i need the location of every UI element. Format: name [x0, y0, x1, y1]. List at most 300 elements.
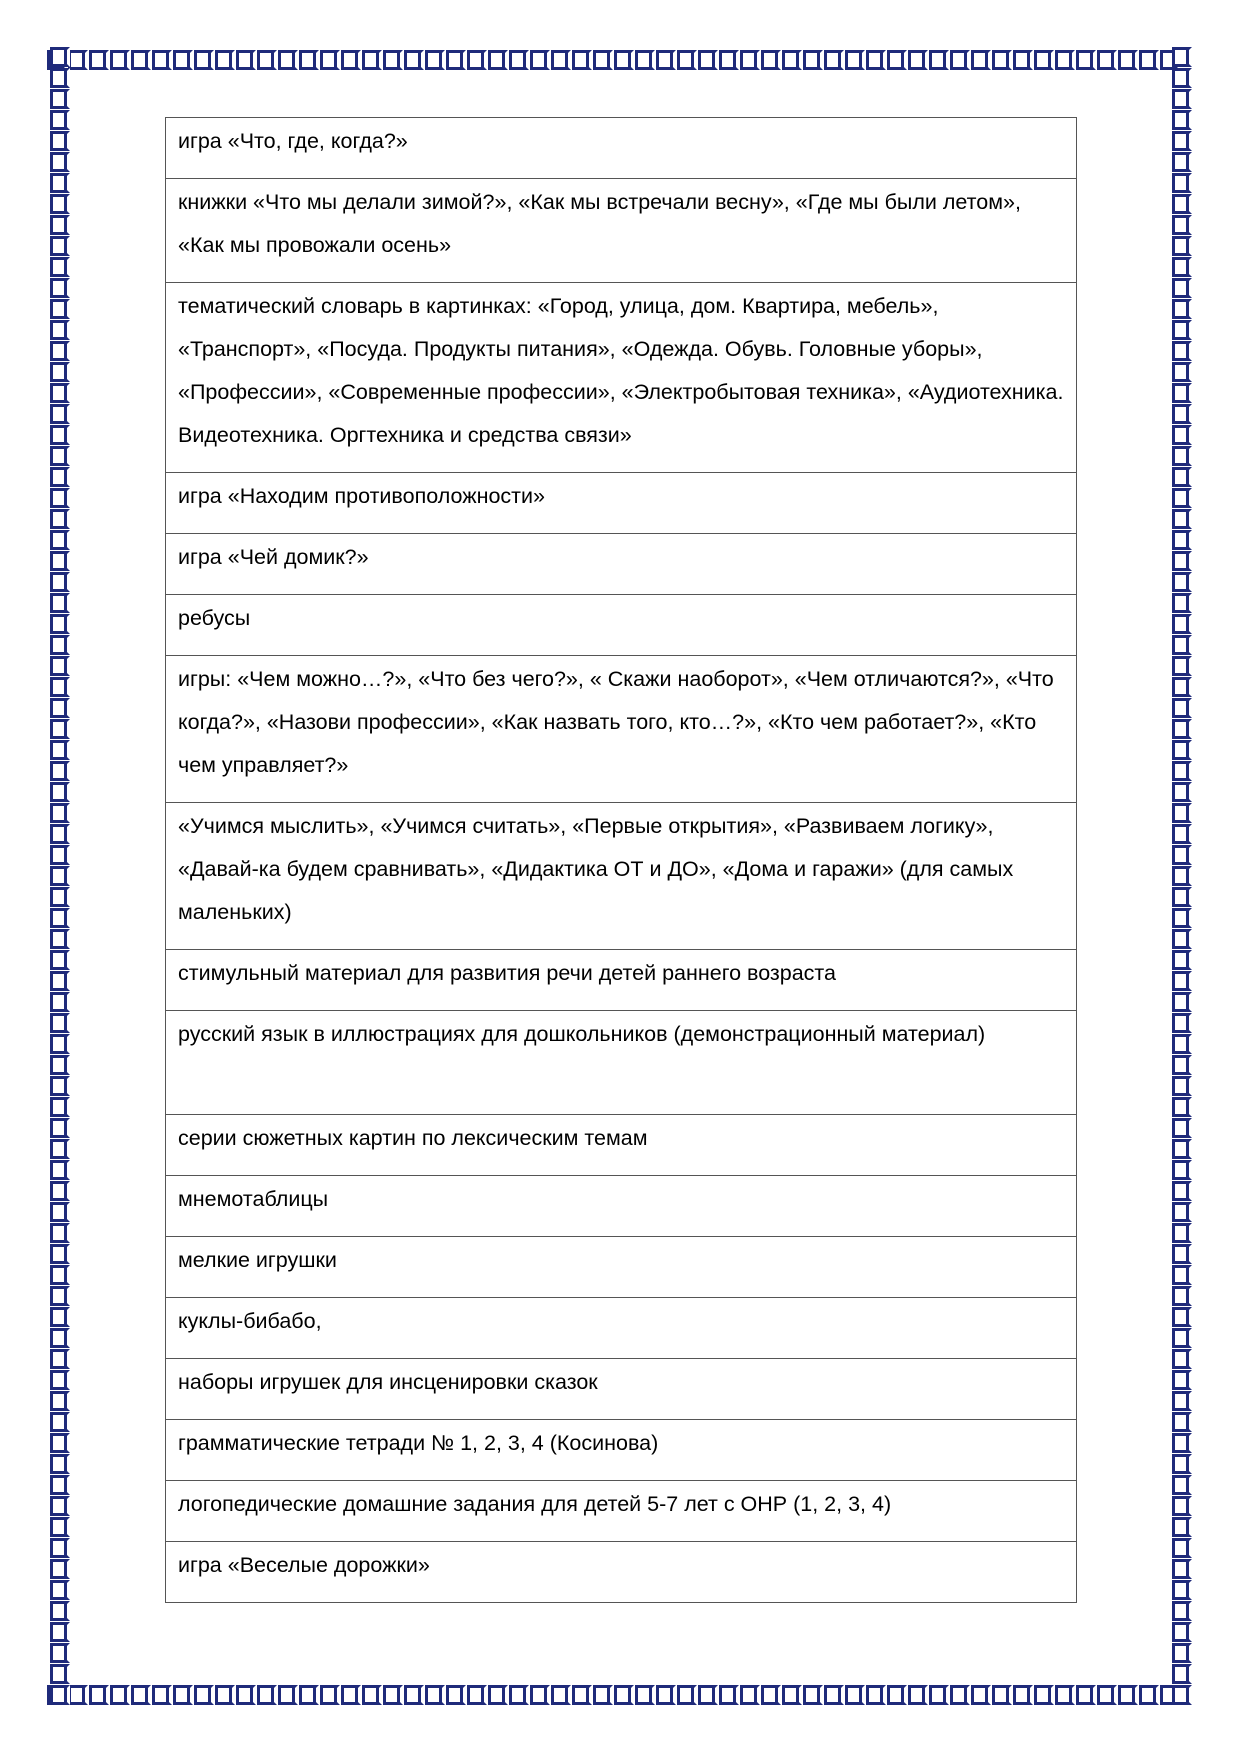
border-square: [1172, 1664, 1192, 1684]
border-square: [50, 551, 70, 571]
border-square: [1076, 50, 1096, 70]
border-square: [1172, 110, 1192, 130]
border-square: [50, 1097, 70, 1117]
border-square: [50, 719, 70, 739]
border-square: [50, 656, 70, 676]
border-square: [1172, 593, 1192, 613]
border-square: [50, 1328, 70, 1348]
border-square: [50, 467, 70, 487]
border-square: [1172, 89, 1192, 109]
border-square: [1172, 824, 1192, 844]
border-square: [215, 1685, 235, 1705]
table-cell: серии сюжетных картин по лексическим темам: [166, 1115, 1077, 1176]
border-square: [1172, 1622, 1192, 1642]
border-square: [845, 50, 865, 70]
border-bottom: [47, 1682, 1195, 1708]
border-square: [1172, 1307, 1192, 1327]
border-square: [1118, 50, 1138, 70]
border-square: [50, 1622, 70, 1642]
border-square: [1172, 908, 1192, 928]
border-square: [1172, 341, 1192, 361]
border-square: [50, 383, 70, 403]
border-square: [50, 761, 70, 781]
border-square: [803, 1685, 823, 1705]
table-cell: игра «Чей домик?»: [166, 534, 1077, 595]
border-square: [929, 1685, 949, 1705]
border-square: [530, 1685, 550, 1705]
border-square: [1172, 1034, 1192, 1054]
border-square: [1172, 1202, 1192, 1222]
border-square: [1172, 131, 1192, 151]
border-square: [1118, 1685, 1138, 1705]
border-square: [320, 50, 340, 70]
border-square: [1172, 362, 1192, 382]
border-square: [740, 1685, 760, 1705]
border-square: [50, 950, 70, 970]
border-square: [1055, 1685, 1075, 1705]
border-square: [1172, 1538, 1192, 1558]
border-square: [1172, 614, 1192, 634]
border-right: [1169, 47, 1195, 1708]
table-cell: ребусы: [166, 595, 1077, 656]
border-square: [50, 1076, 70, 1096]
border-square: [761, 1685, 781, 1705]
border-square: [1172, 845, 1192, 865]
border-square: [50, 530, 70, 550]
border-square: [551, 1685, 571, 1705]
border-square: [1172, 572, 1192, 592]
border-square: [50, 1433, 70, 1453]
border-square: [551, 50, 571, 70]
border-square: [50, 740, 70, 760]
border-square: [173, 50, 193, 70]
border-square: [1172, 992, 1192, 1012]
border-square: [1172, 1475, 1192, 1495]
border-square: [971, 50, 991, 70]
border-square: [50, 1202, 70, 1222]
border-square: [50, 278, 70, 298]
border-square: [50, 257, 70, 277]
table-row: [166, 1481, 1077, 1542]
border-square: [215, 50, 235, 70]
border-square: [1172, 740, 1192, 760]
table-cell: игра «Что, где, когда?»: [166, 118, 1077, 179]
border-square: [845, 1685, 865, 1705]
border-square: [950, 1685, 970, 1705]
border-square: [1172, 152, 1192, 172]
border-square: [341, 1685, 361, 1705]
border-square: [1172, 1055, 1192, 1075]
border-square: [1055, 50, 1075, 70]
border-square: [1172, 1496, 1192, 1516]
border-square: [1172, 551, 1192, 571]
border-square: [1034, 1685, 1054, 1705]
border-square: [677, 50, 697, 70]
border-square: [929, 50, 949, 70]
border-square: [1034, 50, 1054, 70]
border-square: [1172, 1286, 1192, 1306]
border-square: [992, 50, 1012, 70]
border-square: [971, 1685, 991, 1705]
border-square: [404, 50, 424, 70]
border-square: [50, 887, 70, 907]
materials-table: [165, 117, 1077, 1603]
border-square: [50, 1055, 70, 1075]
border-square: [50, 971, 70, 991]
border-square: [446, 50, 466, 70]
border-square: [50, 236, 70, 256]
border-square: [446, 1685, 466, 1705]
border-square: [1172, 971, 1192, 991]
border-square: [1172, 1223, 1192, 1243]
table-row: [166, 803, 1077, 950]
border-square: [782, 1685, 802, 1705]
table-row: [166, 1542, 1077, 1603]
border-square: [50, 1517, 70, 1537]
border-square: [50, 1034, 70, 1054]
border-square: [152, 1685, 172, 1705]
border-square: [50, 1412, 70, 1432]
border-square: [50, 593, 70, 613]
border-square: [341, 50, 361, 70]
border-square: [50, 572, 70, 592]
border-square: [152, 50, 172, 70]
border-square: [173, 1685, 193, 1705]
border-square: [1097, 50, 1117, 70]
border-square: [1172, 320, 1192, 340]
border-square: [50, 488, 70, 508]
border-square: [50, 803, 70, 823]
border-square: [908, 1685, 928, 1705]
table-row: [166, 118, 1077, 179]
border-square: [50, 341, 70, 361]
border-square: [1172, 446, 1192, 466]
border-square: [509, 1685, 529, 1705]
border-square: [1172, 530, 1192, 550]
border-square: [614, 50, 634, 70]
border-square: [593, 1685, 613, 1705]
border-square: [131, 1685, 151, 1705]
border-square: [866, 50, 886, 70]
border-square: [299, 50, 319, 70]
border-square: [782, 50, 802, 70]
border-square: [131, 50, 151, 70]
border-square: [1172, 1370, 1192, 1390]
border-square: [1172, 1643, 1192, 1663]
border-square: [425, 50, 445, 70]
border-square: [50, 1244, 70, 1264]
border-square: [1172, 1097, 1192, 1117]
border-square: [1172, 1349, 1192, 1369]
border-square: [1172, 509, 1192, 529]
border-square: [50, 446, 70, 466]
border-square: [467, 1685, 487, 1705]
border-square: [992, 1685, 1012, 1705]
border-square: [719, 50, 739, 70]
table-row: [166, 1298, 1077, 1359]
border-square: [50, 131, 70, 151]
border-square: [89, 1685, 109, 1705]
border-square: [50, 1538, 70, 1558]
border-square: [1172, 1013, 1192, 1033]
border-square: [1013, 50, 1033, 70]
border-square: [1076, 1685, 1096, 1705]
border-square: [50, 908, 70, 928]
border-square: [1172, 404, 1192, 424]
border-square: [950, 50, 970, 70]
border-square: [656, 1685, 676, 1705]
table-row: [166, 1176, 1077, 1237]
border-square: [50, 1580, 70, 1600]
table-cell: мнемотаблицы: [166, 1176, 1077, 1237]
border-square: [1172, 1454, 1192, 1474]
border-square: [50, 1496, 70, 1516]
border-square: [1172, 1328, 1192, 1348]
border-square: [50, 89, 70, 109]
border-square: [1172, 761, 1192, 781]
border-square: [698, 1685, 718, 1705]
border-square: [1172, 698, 1192, 718]
border-square: [50, 173, 70, 193]
border-square: [404, 1685, 424, 1705]
border-square: [1172, 173, 1192, 193]
border-square: [50, 425, 70, 445]
table-cell: русский язык в иллюстрациях для дошкольников (демонстрационный материал): [166, 1011, 1077, 1115]
border-square: [1139, 1685, 1159, 1705]
border-square: [194, 1685, 214, 1705]
border-square: [50, 1307, 70, 1327]
table-cell: книжки «Что мы делали зимой?», «Как мы встречали весну», «Где мы были летом», «Как мы провожали осень»: [166, 179, 1077, 283]
border-square: [50, 404, 70, 424]
border-square: [50, 215, 70, 235]
border-square: [1172, 866, 1192, 886]
border-square: [1172, 215, 1192, 235]
table-cell: грамматические тетради № 1, 2, 3, 4 (Косинова): [166, 1420, 1077, 1481]
border-square: [887, 50, 907, 70]
border-square: [50, 110, 70, 130]
table-row: [166, 473, 1077, 534]
border-square: [1172, 236, 1192, 256]
border-square: [1172, 1580, 1192, 1600]
border-square: [278, 1685, 298, 1705]
border-square: [1172, 719, 1192, 739]
border-square: [362, 50, 382, 70]
border-square: [866, 1685, 886, 1705]
border-square: [50, 635, 70, 655]
border-square: [50, 1118, 70, 1138]
border-square: [1172, 1517, 1192, 1537]
border-square: [1172, 47, 1192, 67]
border-square: [50, 929, 70, 949]
border-square: [1172, 1412, 1192, 1432]
border-square: [50, 1643, 70, 1663]
table-row: [166, 656, 1077, 803]
border-square: [677, 1685, 697, 1705]
border-square: [1172, 1181, 1192, 1201]
border-square: [383, 50, 403, 70]
table-row: [166, 179, 1077, 283]
border-square: [50, 614, 70, 634]
border-square: [1172, 677, 1192, 697]
border-square: [1172, 782, 1192, 802]
table-row: [166, 283, 1077, 473]
border-square: [50, 1160, 70, 1180]
border-square: [1172, 1244, 1192, 1264]
border-square: [362, 1685, 382, 1705]
border-square: [1172, 929, 1192, 949]
border-square: [635, 50, 655, 70]
border-square: [572, 50, 592, 70]
border-square: [824, 1685, 844, 1705]
border-square: [908, 50, 928, 70]
border-square: [236, 50, 256, 70]
border-square: [1172, 1160, 1192, 1180]
border-square: [257, 50, 277, 70]
border-square: [719, 1685, 739, 1705]
table-row: [166, 534, 1077, 595]
table-cell: «Учимся мыслить», «Учимся считать», «Первые открытия», «Развиваем логику», «Давай-ка будем сравнивать», «Дидактика ОТ и ДО», «Дома и гаражи» (для самых маленьких): [166, 803, 1077, 950]
border-square: [320, 1685, 340, 1705]
border-square: [509, 50, 529, 70]
border-square: [50, 698, 70, 718]
border-square: [1172, 425, 1192, 445]
table-row: [166, 1359, 1077, 1420]
border-square: [50, 866, 70, 886]
border-square: [1097, 1685, 1117, 1705]
border-square: [50, 1013, 70, 1033]
border-square: [635, 1685, 655, 1705]
border-square: [1172, 257, 1192, 277]
border-square: [50, 824, 70, 844]
border-square: [1172, 1391, 1192, 1411]
border-square: [1172, 1685, 1192, 1705]
border-square: [425, 1685, 445, 1705]
border-square: [50, 1391, 70, 1411]
border-square: [1172, 488, 1192, 508]
border-left: [47, 47, 73, 1708]
border-square: [1172, 1076, 1192, 1096]
border-square: [110, 1685, 130, 1705]
border-square: [50, 1475, 70, 1495]
border-square: [50, 992, 70, 1012]
border-square: [89, 50, 109, 70]
border-square: [110, 50, 130, 70]
border-square: [50, 1601, 70, 1621]
table-cell: тематический словарь в картинках: «Город, улица, дом. Квартира, мебель», «Транспорт», «Посуда. Продукты питания», «Одежда. Обувь. Головные уборы», «Профессии», «Современные профессии», «Электробытовая техника», «Аудиотехника. Видеотехника. Оргтехника и средства связи»: [166, 283, 1077, 473]
border-square: [761, 50, 781, 70]
border-square: [572, 1685, 592, 1705]
border-square: [50, 1559, 70, 1579]
border-square: [1172, 383, 1192, 403]
border-square: [530, 50, 550, 70]
table-cell: игра «Веселые дорожки»: [166, 1542, 1077, 1603]
table-row: [166, 1115, 1077, 1176]
border-square: [1172, 887, 1192, 907]
border-square: [1172, 299, 1192, 319]
border-square: [614, 1685, 634, 1705]
border-square: [467, 50, 487, 70]
border-square: [803, 50, 823, 70]
border-square: [50, 68, 70, 88]
border-square: [50, 1664, 70, 1684]
border-square: [278, 50, 298, 70]
border-square: [488, 50, 508, 70]
border-square: [1172, 467, 1192, 487]
border-square: [50, 845, 70, 865]
table-row: [166, 1237, 1077, 1298]
border-square: [1172, 1559, 1192, 1579]
border-square: [1172, 950, 1192, 970]
border-square: [50, 1286, 70, 1306]
border-square: [1172, 68, 1192, 88]
border-square: [50, 299, 70, 319]
border-square: [1172, 194, 1192, 214]
border-square: [50, 362, 70, 382]
border-square: [824, 50, 844, 70]
border-square: [1172, 278, 1192, 298]
table-row: [166, 595, 1077, 656]
border-square: [887, 1685, 907, 1705]
border-square: [1172, 635, 1192, 655]
border-square: [656, 50, 676, 70]
border-square: [1172, 1265, 1192, 1285]
border-square: [50, 782, 70, 802]
border-square: [50, 677, 70, 697]
border-square: [50, 1181, 70, 1201]
table-cell: куклы-бибабо,: [166, 1298, 1077, 1359]
border-square: [1172, 1433, 1192, 1453]
border-square: [50, 320, 70, 340]
border-square: [1172, 1139, 1192, 1159]
table-cell: логопедические домашние задания для детей 5-7 лет с ОНР (1, 2, 3, 4): [166, 1481, 1077, 1542]
border-square: [50, 1265, 70, 1285]
border-square: [236, 1685, 256, 1705]
border-square: [1172, 1118, 1192, 1138]
border-square: [50, 47, 70, 67]
table-row: [166, 1011, 1077, 1115]
border-top: [47, 47, 1195, 73]
table-cell: мелкие игрушки: [166, 1237, 1077, 1298]
border-square: [488, 1685, 508, 1705]
border-square: [50, 509, 70, 529]
border-square: [1172, 1601, 1192, 1621]
border-square: [1172, 803, 1192, 823]
border-square: [299, 1685, 319, 1705]
border-square: [257, 1685, 277, 1705]
table-cell: наборы игрушек для инсценировки сказок: [166, 1359, 1077, 1420]
border-square: [698, 50, 718, 70]
border-square: [1139, 50, 1159, 70]
table-row: [166, 950, 1077, 1011]
table-cell: игры: «Чем можно…?», «Что без чего?», « Скажи наоборот», «Чем отличаются?», «Что когда?», «Назови профессии», «Как назвать того, кто…?», «Кто чем работает?», «Кто чем управляет?»: [166, 656, 1077, 803]
border-square: [50, 194, 70, 214]
table-row: [166, 1420, 1077, 1481]
border-square: [50, 1139, 70, 1159]
border-square: [50, 1223, 70, 1243]
border-square: [383, 1685, 403, 1705]
border-square: [1013, 1685, 1033, 1705]
border-square: [1172, 656, 1192, 676]
border-square: [50, 1454, 70, 1474]
border-square: [50, 1349, 70, 1369]
border-square: [50, 1370, 70, 1390]
table-cell: игра «Находим противоположности»: [166, 473, 1077, 534]
border-square: [194, 50, 214, 70]
border-square: [50, 1685, 70, 1705]
border-square: [50, 152, 70, 172]
border-square: [740, 50, 760, 70]
table-cell: стимульный материал для развития речи детей раннего возраста: [166, 950, 1077, 1011]
